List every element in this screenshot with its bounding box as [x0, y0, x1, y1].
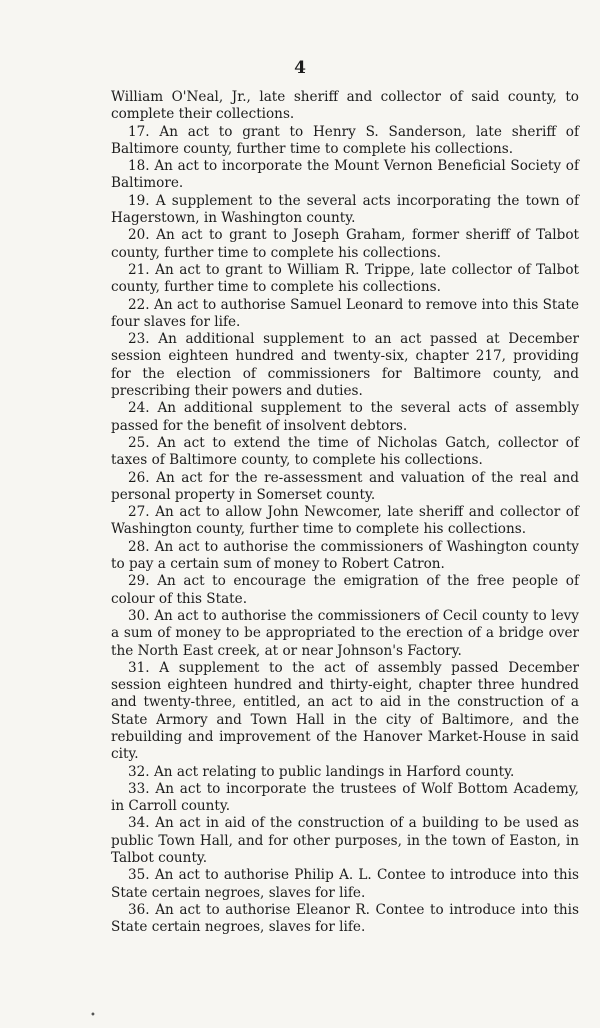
act-entry-17: [111, 124, 579, 159]
act-entry-19: [111, 193, 579, 228]
act-number: 24.: [128, 400, 150, 417]
act-number: 26.: [128, 469, 150, 486]
ink-speck: •: [90, 1010, 96, 1021]
act-number: 21.: [128, 261, 150, 278]
act-entry-27: [111, 504, 579, 539]
act-number: 27.: [128, 504, 150, 521]
act-title: A supplement to the several acts incorporating the town of Hagerstown, in Washington county.: [111, 192, 579, 227]
act-entry-29: [111, 573, 579, 608]
act-number: 19.: [128, 192, 150, 209]
act-number: 35.: [128, 867, 150, 884]
act-title: An act to authorise the commissioners of Cecil county to levy a sum of money to be appropriated to the erection of a bridge over the North East creek, at or near Johnson's Factory.: [111, 607, 579, 659]
act-number: 17.: [128, 123, 150, 140]
act-entry-31: [111, 660, 579, 764]
act-number: 22.: [128, 296, 150, 313]
act-number: 18.: [128, 158, 150, 175]
act-entry-33: [111, 781, 579, 816]
act-number: 33.: [128, 780, 150, 797]
act-title: An act to authorise Samuel Leonard to remove into this State four slaves for life.: [111, 296, 579, 330]
act-number: 20.: [128, 227, 150, 244]
act-entry-28: [111, 539, 579, 574]
act-title: An act in aid of the construction of a building to be used as public Town Hall, and for other purposes, in the town of Easton, in Talbot county.: [111, 815, 579, 867]
act-entry-25: [111, 435, 579, 470]
act-number: 36.: [128, 901, 150, 918]
act-title: An act to grant to Joseph Graham, former sheriff of Talbot county, further time to complete his collections.: [111, 227, 579, 261]
act-title: A supplement to the act of assembly passed December session eighteen hundred and thirty-eight, chapter three hundred and twenty-three, entitled, an act to aid in the construction of a State Armory and Town Hall in the city of Baltimore, and the rebuilding and improvement of the Hanover Market-House in said city.: [111, 659, 579, 763]
act-entry-20: [111, 227, 579, 262]
act-entry-23: [111, 331, 579, 400]
act-entry-36: [111, 902, 579, 937]
page-number: 4: [294, 58, 306, 78]
act-title: An act to authorise Philip A. L. Contee to introduce into this State certain negroes, slaves for life.: [111, 867, 579, 901]
act-title: An act to incorporate the trustees of Wolf Bottom Academy, in Carroll county.: [111, 780, 579, 815]
act-title: An act relating to public landings in Harford county.: [153, 763, 515, 780]
act-title: An act to grant to Henry S. Sanderson, late sheriff of Baltimore county, further time to complete his collections.: [111, 123, 579, 157]
act-entry-34: [111, 815, 579, 867]
continued-entry: William O'Neal, Jr., late sheriff and collector of said county, to complete their collections.: [111, 89, 579, 123]
act-title: An act to grant to William R. Trippe, late collector of Talbot county, further time to complete his collections.: [111, 261, 579, 296]
act-number: 23.: [128, 331, 150, 348]
act-number: 30.: [128, 607, 150, 624]
acts-list: [111, 89, 579, 937]
act-title: An act for the re-assessment and valuation of the real and personal property in Somerset county.: [111, 469, 579, 503]
act-title: An additional supplement to the several acts of assembly passed for the benefit of insolvent debtors.: [111, 400, 580, 434]
act-number: 28.: [128, 538, 150, 555]
act-entry-21: [111, 262, 579, 297]
act-title: An act to authorise Eleanor R. Contee to introduce into this State certain negroes, slaves for life.: [111, 901, 580, 936]
act-entry-26: [111, 470, 579, 505]
act-title: An act to encourage the emigration of the free people of colour of this State.: [111, 573, 579, 607]
act-entry-24: [111, 400, 579, 435]
act-entry-35: [111, 867, 579, 902]
act-title: An act to authorise the commissioners of Washington county to pay a certain sum of money to Robert Catron.: [111, 538, 579, 573]
act-entry-32: [111, 764, 579, 781]
act-number: 29.: [128, 573, 150, 590]
act-title: An additional supplement to an act passed at December session eighteen hundred and twenty-six, chapter 217, providing for the election of commissioners for Baltimore county, and prescribing their powers and duties.: [111, 331, 579, 400]
act-entry-30: [111, 608, 579, 660]
act-title: An act to allow John Newcomer, late sheriff and collector of Washington county, further time to complete his collections.: [111, 504, 579, 538]
act-entry-22: [111, 297, 579, 332]
act-number: 34.: [128, 815, 150, 832]
act-title: An act to extend the time of Nicholas Gatch, collector of taxes of Baltimore county, to complete his collections.: [111, 434, 580, 469]
act-title: An act to incorporate the Mount Vernon Beneficial Society of Baltimore.: [111, 158, 579, 192]
act-number: 31.: [128, 659, 150, 676]
act-number: 25.: [128, 434, 150, 451]
act-entry-18: [111, 158, 579, 193]
act-number: 32.: [128, 763, 150, 780]
